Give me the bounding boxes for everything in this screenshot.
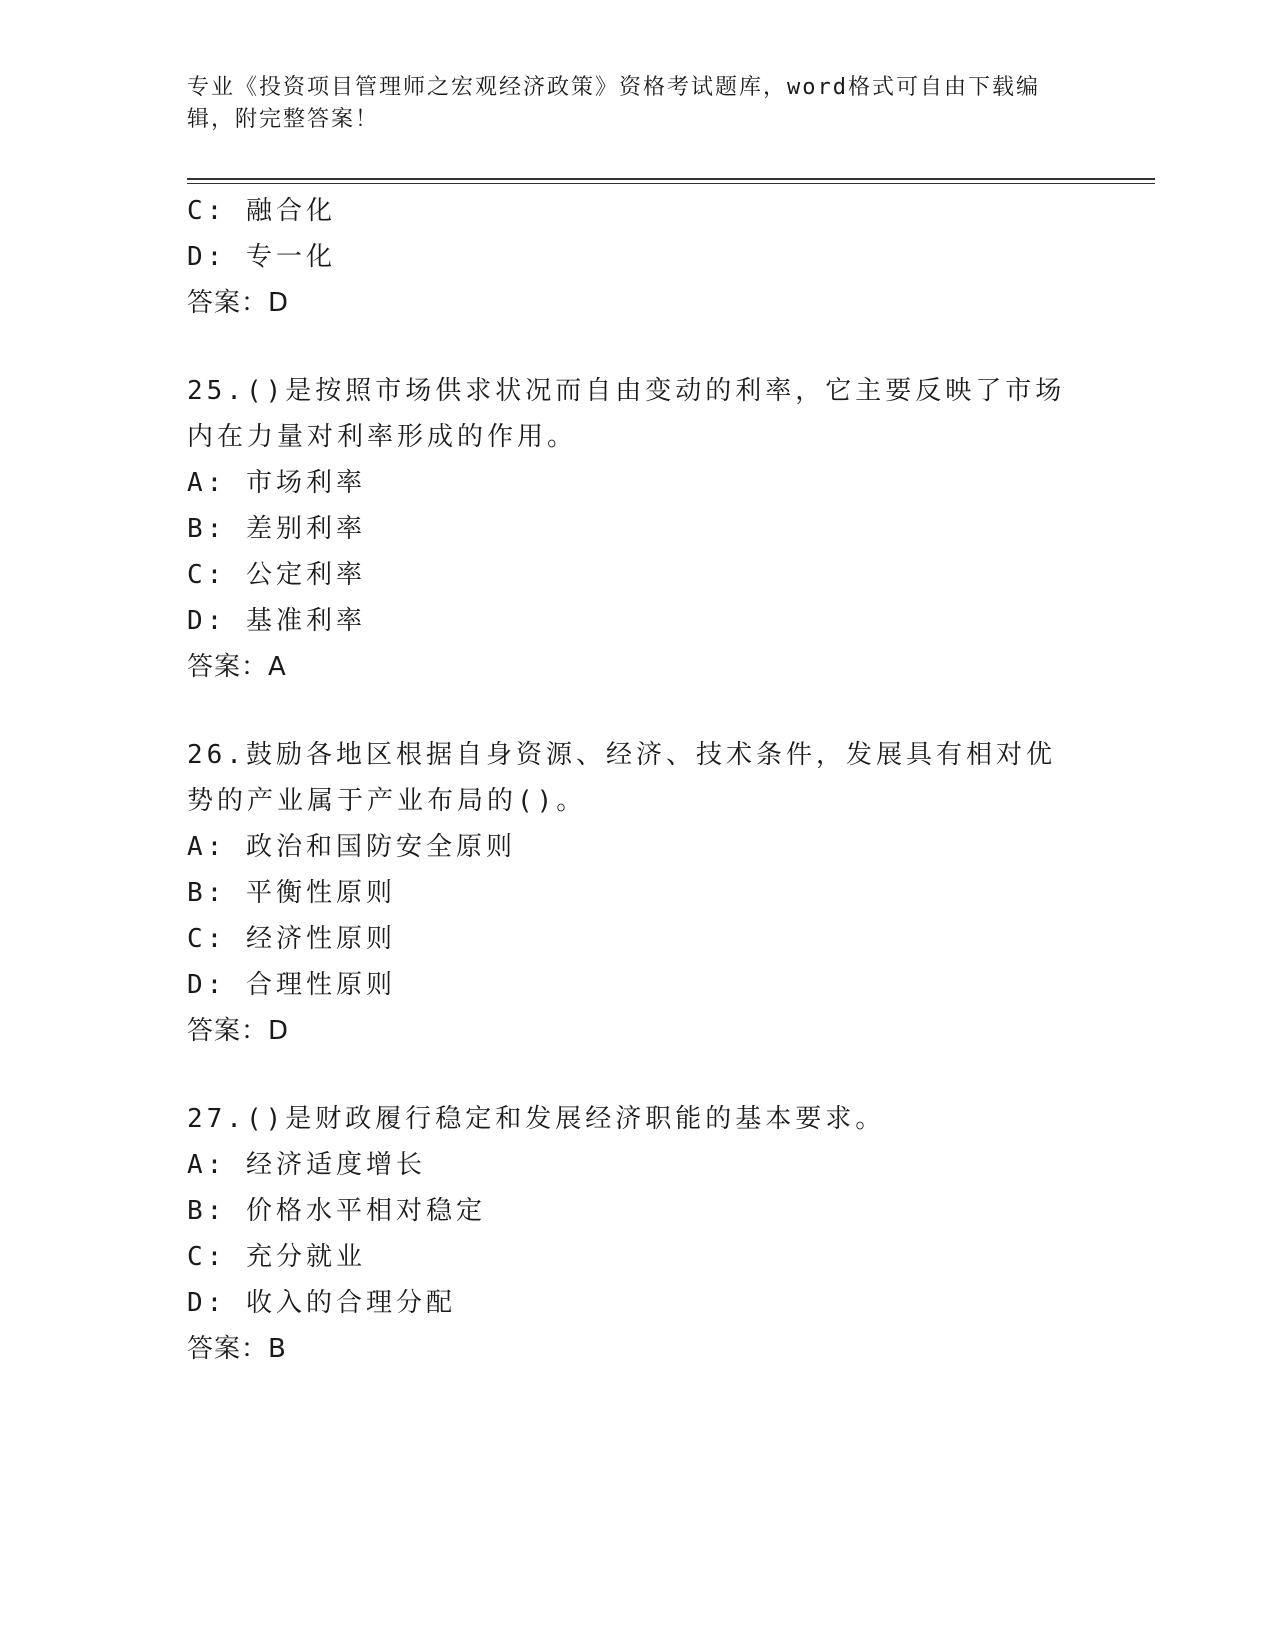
answer: 答案：D	[187, 1016, 290, 1046]
option-a: A: 政治和国防安全原则	[187, 832, 516, 862]
answer: 答案：A	[187, 652, 287, 682]
header-rule-thick	[187, 178, 1155, 180]
option-d: D: 收入的合理分配	[187, 1288, 456, 1318]
question-stem: 25.()是按照市场供求状况而自由变动的利率，它主要反映了市场内在力量对利率形成的作用。	[187, 376, 1066, 452]
answer: 答案：B	[187, 1334, 287, 1364]
option-c: C: 公定利率	[187, 560, 366, 590]
question-26	[187, 732, 1087, 1054]
document-header: 专业《投资项目管理师之宏观经济政策》资格考试题库，word格式可自由下载编辑，附完整答案！	[187, 75, 1040, 132]
answer: 答案：D	[187, 288, 290, 318]
question-25	[187, 368, 1087, 690]
option-d: D: 基准利率	[187, 606, 366, 636]
question-stem: 27.()是财政履行稳定和发展经济职能的基本要求。	[187, 1104, 886, 1134]
option-b: B: 差别利率	[187, 514, 366, 544]
option-c: C: 充分就业	[187, 1242, 366, 1272]
option-b: B: 价格水平相对稳定	[187, 1196, 486, 1226]
question-stem: 26.鼓励各地区根据自身资源、经济、技术条件，发展具有相对优势的产业属于产业布局的()。	[187, 740, 1056, 816]
option-c: C: 经济性原则	[187, 924, 396, 954]
option-c: C: 融合化	[187, 196, 336, 226]
question-27	[187, 1096, 1087, 1372]
option-a: A: 经济适度增长	[187, 1150, 426, 1180]
option-d: D: 合理性原则	[187, 970, 396, 1000]
option-d: D: 专一化	[187, 242, 336, 272]
option-a: A: 市场利率	[187, 468, 366, 498]
header-rule-thin	[187, 183, 1155, 184]
option-b: B: 平衡性原则	[187, 878, 396, 908]
question-list	[187, 188, 1087, 1372]
question-24-tail	[187, 188, 1087, 326]
